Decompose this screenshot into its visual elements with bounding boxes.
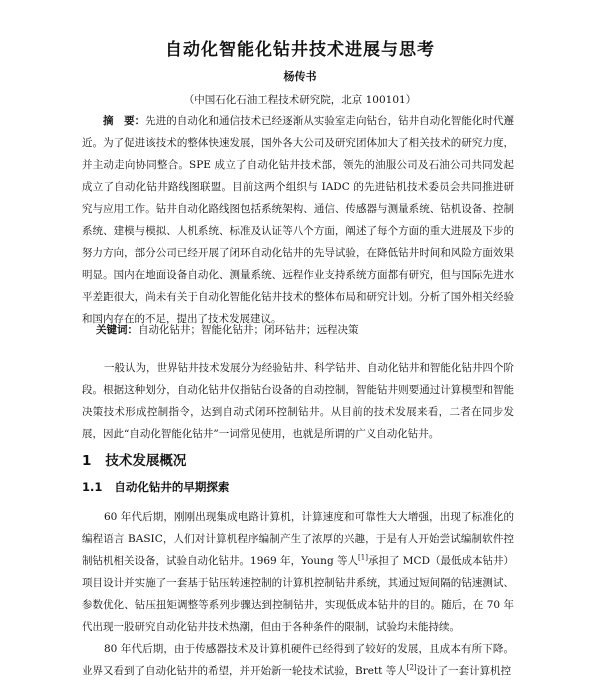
abstract [82,110,514,330]
paragraph-80s-text-a: 80 年代后期，由于传感器技术及计算机硬件已经得到了较好的发展，且成本有所下降。业界又看到了自动化钻井的希望，并开始新一轮技术试验，Brett 等人 [82,643,514,677]
keywords-label: 关键词： [96,324,138,336]
section-number: 1 [82,453,92,469]
section-heading [82,449,186,469]
paragraph-60s-text-a: 60 年代后期，刚刚出现集成电路计算机，计算速度和可靠性大大增强，出现了标准化的编程语言 BASIC，人们对计算机程序编制产生了浓厚的兴趣，于是有人开始尝试编制软件控制钻机相关设备，试验自动化钻井。1969 年，Young 等人 [82,511,514,567]
section-title: 技术发展概况 [105,453,187,469]
paper-title: 自动化智能化钻井技术进展与思考 [165,40,435,60]
subsection-title: 自动化钻井的早期探索 [114,480,230,494]
intro-paragraph: 一般认为，世界钻井技术发展分为经验钻井、科学钻井、自动化钻井和智能化钻井四个阶段。根据这种划分，自动化钻井仅指钻台设备的自动控制，智能钻井则要通过计算模型和智能决策技术形成控制指令，达到自动式闭环控制钻井。从目前的技术发展来看，二者在同步发展，因此“自动化智能化钻井”一词常见使用，也就是所谓的广义自动化钻井。 [82,362,514,440]
keywords [96,319,516,341]
author-name: 杨传书 [283,70,317,83]
citation-ref: [2] [406,663,417,672]
paragraph-60s-text-b: 承担了 MCD（最低成本钻井）项目设计并实施了一套基于钻压转速控制的计算机控制钻井系统，其通过短间隔的钻速测试、参数优化、钻压扭矩调整等系列步骤达到控制钻井，实现低成本钻井的目的。随后，在 70 年代出现一股研究自动化钻井技术热潮，但由于各种条件的限制，试验均未能持续。 [82,555,514,633]
citation-ref: [1] [358,553,368,562]
abstract-text: 先进的自动化和通信技术已经逐渐从实验室走向钻台，钻井自动化智能化时代邂近。为了促进该技术的整体快速发展，国外各大公司及研究团体加大了相关技术的研究力度，并主动走向协同整合。SPE 成立了自动化钻井技术部，领先的油服公司及石油公司共同发起成立了自动化钻井路线图联盟。目前这两个组织与 IADC 的先进钻机技术委员会共同推进研究与应用工作。钻井自动化路线图包括系统架构、通信、传感器与测量系统、钻机设备、控制系统、建模与模拟、人机系统、标准及认证等八个方面，阐述了每个方面的重大进展及下步的努力方向，部分公司已经开展了闭环自动化钻井的先导试验，在降低钻井时间和风险方面效果明显。国内在地面设备自动化、测量系统、远程作业支持系统方面都有研究，但与国际先进水平差距很大，尚未有关于自动化智能化钻井技术的整体布局和研究计划。分析了国外相关经验和国内存在的不足，提出了技术发展建议。 [82,115,515,325]
keywords-text: 自动化钻井；智能化钻井；闭环钻井；远程决策 [138,324,359,336]
abstract-label: 摘 要： [103,115,146,127]
paragraph-80s [82,638,514,682]
subsection-heading [82,479,229,495]
author-affiliation: （中国石化石油工程技术研究院，北京 100101） [183,94,417,106]
paragraph-60s [82,506,514,638]
paragraph-80s-text-b: 设计了一套计算机控 [416,665,512,677]
subsection-number: 1.1 [82,480,103,494]
